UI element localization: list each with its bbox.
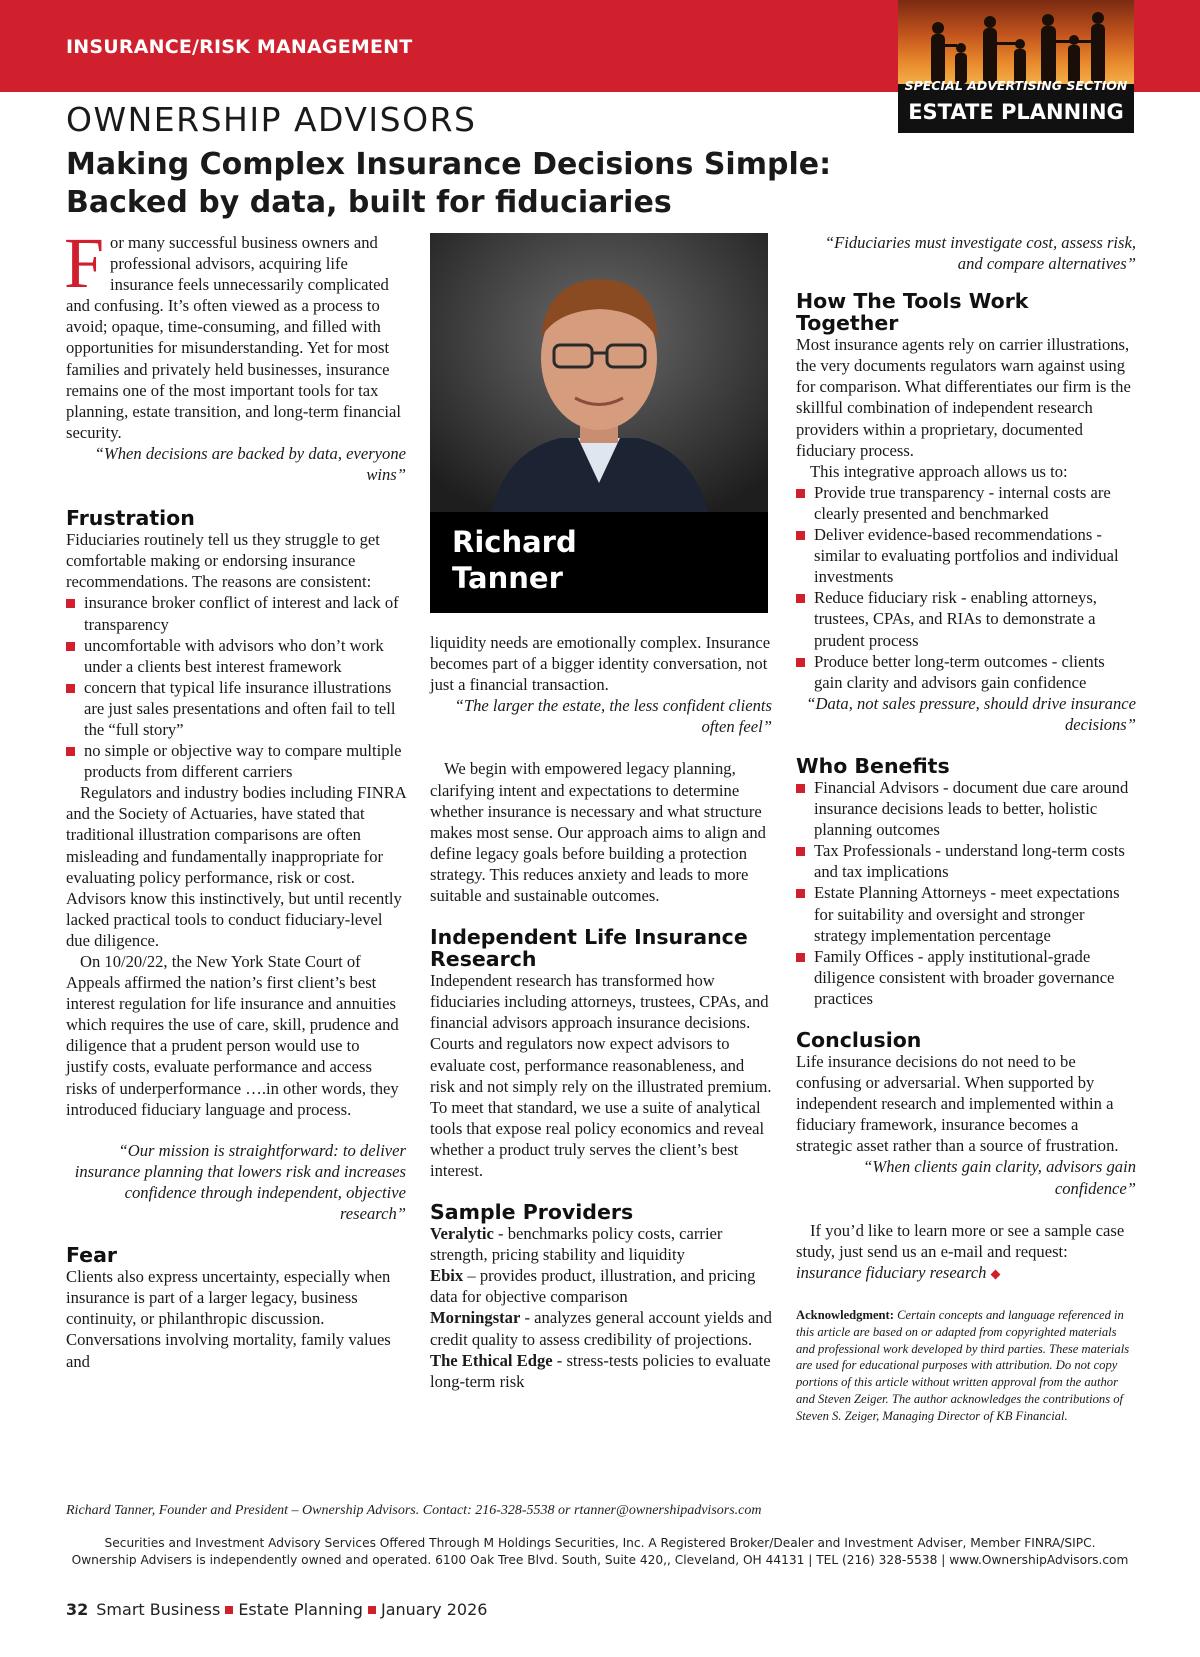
footer-section: Estate Planning	[238, 1600, 363, 1619]
list-item: Provide true transparency - internal costs are clearly presented and benchmarked	[796, 482, 1136, 524]
article-headline	[66, 146, 886, 222]
contact-request-text: insurance fiduciary research	[796, 1262, 987, 1282]
provider-name: Morningstar	[430, 1308, 521, 1328]
article-column-2	[430, 632, 772, 1392]
provider-item	[430, 1350, 772, 1392]
family-sunset-image	[898, 0, 1134, 84]
issue-date: January 2026	[380, 1600, 488, 1619]
list-item: Estate Planning Attorneys - meet expectations for suitability and oversight and stronger strategy implementation percentage	[796, 882, 1136, 945]
provider-name: Veralytic	[430, 1224, 494, 1244]
disclaimer-line-2: Ownership Advisers is independently owned and operated. 6100 Oak Tree Blvd. South, Suite 420,, Cleveland, OH 44131 | TEL (216) 328-5538 | www.OwnershipAdvisors.com	[71, 1553, 1129, 1567]
author-contact-line: Richard Tanner, Founder and President – Ownership Advisors. Contact: 216-328-5538 or rtanner@ownershipadvisors.com	[66, 1503, 762, 1518]
list-item: uncomfortable with advisors who don’t work under a clients best interest framework	[66, 635, 406, 677]
provider-separator: -	[493, 1224, 508, 1244]
fear-paragraph: Clients also express uncertainty, especially when insurance is part of a larger legacy, business continuity, or philanthropic discussion. Conversations involving mortality, family values and	[66, 1267, 391, 1371]
acknowledgment-text: Certain concepts and language referenced in this article are based on or adapted from copyrighted materials and professional work developed by third parties. These materials are used for educational purposes with attribution. Do not copy portions of this article without written approval from the author and Steven Zeiger. The author acknowledges the contributions of Steven S. Zeiger, Managing Director of KB Financial.	[796, 1307, 1130, 1423]
list-item: Deliver evidence-based recommendations - similar to evaluating portfolios and individual investments	[796, 524, 1136, 587]
section-label: INSURANCE/RISK MANAGEMENT	[66, 36, 413, 58]
liquidity-paragraph: liquidity needs are emotionally complex. Insurance becomes part of a bigger identity conversation, not just a financial transaction.	[430, 633, 771, 695]
heading-research: Independent Life Insurance Research	[430, 925, 748, 972]
provider-separator: -	[520, 1308, 535, 1328]
contact-text: If you’d like to learn more or see a sample case study, just send us an e-mail and request:	[796, 1220, 1125, 1261]
list-item: Reduce fiduciary risk - enabling attorneys, trustees, CPAs, and RIAs to demonstrate a prudent process	[796, 587, 1136, 650]
heading-fear: Fear	[66, 1243, 118, 1268]
provider-name: Ebix	[430, 1266, 464, 1286]
page-footer	[66, 1600, 487, 1619]
list-item: insurance broker conflict of interest and lack of transparency	[66, 592, 406, 634]
provider-item	[430, 1307, 772, 1349]
provider-item	[430, 1223, 772, 1265]
heading-frustration: Frustration	[66, 506, 195, 531]
drop-cap: F	[64, 223, 105, 303]
heading-benefits: Who Benefits	[796, 753, 950, 778]
brand-name: OWNERSHIP ADVISORS	[66, 100, 477, 139]
provider-separator: –	[463, 1266, 480, 1286]
disclaimer-line-1: Securities and Investment Advisory Services Offered Through M Holdings Securities, Inc. A Registered Broker/Dealer and Investment Adviser, Member FINRA/SIPC.	[104, 1536, 1096, 1550]
research-paragraph: Independent research has transformed how fiduciaries including attorneys, trustees, CPAs, and financial advisors approach insurance decisions. Courts and regulators now expect advisors to evaluate cost, performance reasonableness, and risk and not simply rely on the illustrated premium. To meet that standard, we use a suite of analytical tools that expose real policy economics and reveal whether a product truly serves the client’s best interest.	[430, 971, 772, 1180]
provider-description: analyzes general account yields and credit quality to assess credibility of projections.	[430, 1308, 772, 1349]
article-column-3	[796, 232, 1136, 1425]
separator-icon	[368, 1606, 376, 1614]
benefits-bullets	[796, 777, 1136, 1009]
mission-quote: “Our mission is straightforward: to deliver insurance planning that lowers risk and increases confidence through independent, objective research”	[74, 1140, 406, 1224]
list-item: no simple or objective way to compare multiple products from different carriers	[66, 740, 406, 782]
list-item: Family Offices - apply institutional-grade diligence consistent with broader governance practices	[796, 946, 1136, 1009]
provider-description: stress-tests policies to evaluate long-term risk	[430, 1350, 771, 1391]
court-paragraph: On 10/20/22, the New York State Court of Appeals affirmed the nation’s first client’s best interest regulation for life insurance and annuities which requires the use of care, skill, prudence and diligence that a prudent person would use to justify costs, evaluate performance and access risks of underperformance ….in other words, they introduced fiduciary language and process.	[66, 952, 399, 1119]
provider-separator: -	[552, 1350, 567, 1370]
approach-paragraph: We begin with empowered legacy planning, clarifying intent and expectations to determine whether insurance is necessary and what structure makes most sense. Our approach aims to align and define legacy goals before building a protection strategy. This reduces anxiety and leads to more suitable and sustainable outcomes.	[430, 759, 766, 906]
acknowledgment	[796, 1307, 1136, 1425]
heading-tools: How The Tools Work Together	[796, 289, 1029, 336]
intro-paragraph	[64, 223, 406, 443]
portrait-image	[430, 233, 768, 523]
provider-description: benchmarks policy costs, carrier strength, pricing stability and liquidity	[430, 1224, 723, 1265]
intro-text: or many successful business owners and professional advisors, acquiring life insurance feels unnecessarily complicated and confusing. It’s often viewed as a process to avoid; opaque, time-consuming, and filled with opportunities for misunderstanding. Yet for most families and privately held businesses, insurance remains one of the most important tools for tax planning, estate transition, and long-term financial security.	[66, 233, 402, 442]
clarity-quote: “When clients gain clarity, advisors gain confidence”	[863, 1157, 1136, 1198]
end-mark-icon	[991, 1269, 1001, 1279]
data-quote: “Data, not sales pressure, should drive insurance decisions”	[806, 693, 1136, 734]
author-first-name: Richard	[452, 525, 577, 559]
integrative-paragraph: This integrative approach allows us to:	[810, 461, 1068, 481]
acknowledgment-label: Acknowledgment:	[796, 1307, 894, 1322]
author-name-box	[430, 512, 768, 613]
estate-quote: “The larger the estate, the less confident clients often feel”	[454, 696, 772, 737]
list-item: Financial Advisors - document due care around insurance decisions leads to better, holistic planning outcomes	[796, 777, 1136, 840]
estate-planning-title: ESTATE PLANNING	[908, 100, 1124, 124]
page-number: 32	[66, 1600, 89, 1619]
list-item: Tax Professionals - understand long-term costs and tax implications	[796, 840, 1136, 882]
publication-name: Smart Business	[96, 1600, 221, 1619]
author-last-name: Tanner	[452, 561, 563, 595]
conclusion-paragraph: Life insurance decisions do not need to be confusing or adversarial. When supported by independent research and implemented within a fiduciary framework, insurance becomes a strategic asset rather than a source of frustration.	[796, 1052, 1119, 1156]
special-section-badge	[898, 0, 1134, 133]
list-item: Produce better long-term outcomes - clients gain clarity and advisors gain confidence	[796, 651, 1136, 693]
pull-quote: “When decisions are backed by data, everyone wins”	[94, 443, 406, 485]
article-column-1	[64, 223, 406, 1372]
tools-bullets	[796, 482, 1136, 693]
list-item: concern that typical life insurance illustrations are just sales presentations and often fail to tell the “full story”	[66, 677, 406, 740]
tools-paragraph: Most insurance agents rely on carrier illustrations, the very documents regulators warn against using for comparison. What differentiates our firm is the skillful combination of independent research providers within a proprietary, documented fiduciary process.	[796, 335, 1131, 460]
provider-name: The Ethical Edge	[430, 1350, 553, 1370]
provider-item	[430, 1265, 772, 1307]
author-photo	[430, 233, 768, 613]
heading-conclusion: Conclusion	[796, 1028, 922, 1052]
contact-paragraph	[796, 1220, 1136, 1283]
frustration-paragraph: Fiduciaries routinely tell us they struggle to get comfortable making or endorsing insurance recommendations. The reasons are consistent:	[66, 530, 380, 592]
frustration-bullets	[66, 592, 406, 782]
provider-description: provides product, illustration, and pricing data for objective comparison	[430, 1266, 756, 1307]
heading-providers: Sample Providers	[430, 1200, 634, 1225]
headline-line-1: Making Complex Insurance Decisions Simple:	[66, 147, 832, 182]
separator-icon	[225, 1606, 233, 1614]
regulators-paragraph: Regulators and industry bodies including FINRA and the Society of Actuaries, have stated that traditional illustration comparisons are often misleading and fundamentally inappropriate for evaluating policy performance, risk or cost. Advisors know this instinctively, but until recently lacked practical tools to conduct fiduciary-level due diligence.	[66, 783, 406, 950]
special-advertising-label: SPECIAL ADVERTISING SECTION	[904, 78, 1128, 93]
headline-line-2: Backed by data, built for fiduciaries	[66, 185, 672, 220]
fiduciaries-quote: “Fiduciaries must investigate cost, assess risk, and compare alternatives”	[824, 233, 1136, 274]
